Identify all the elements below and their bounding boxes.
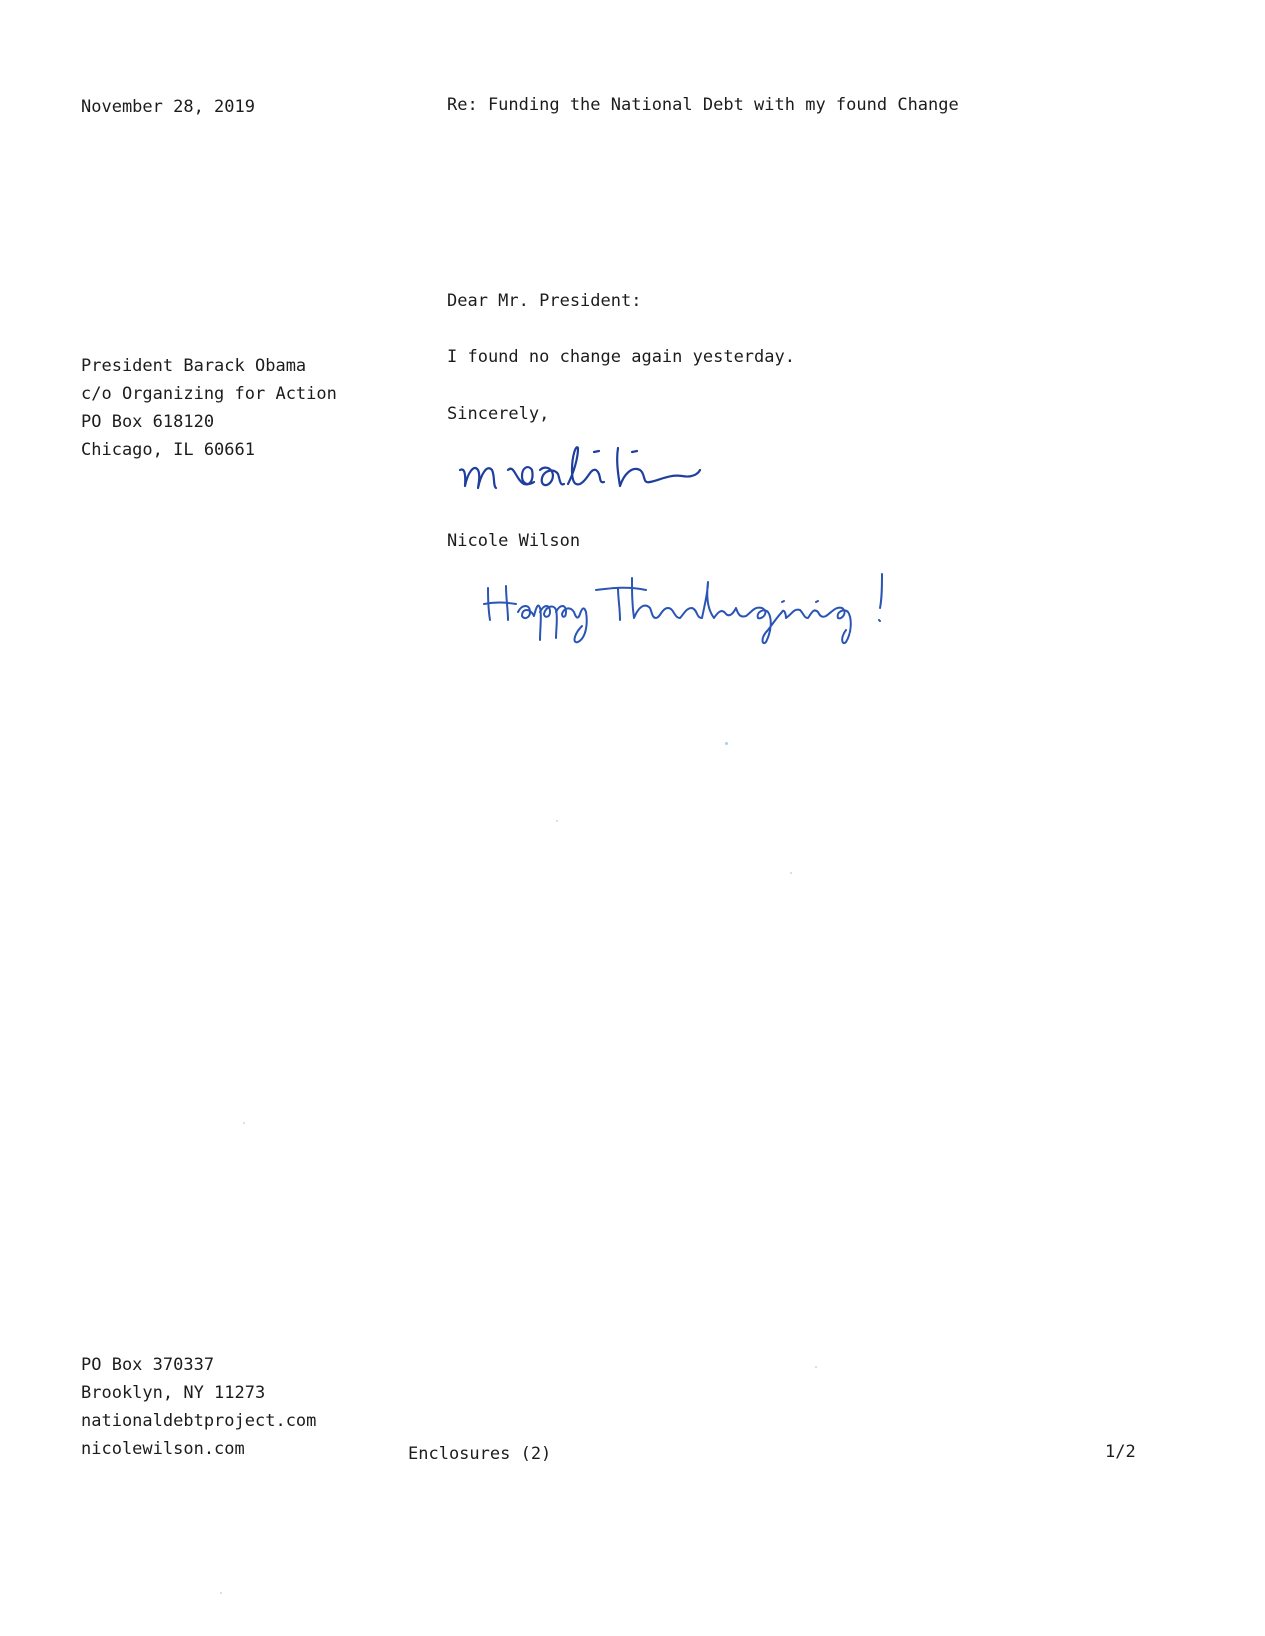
salutation: Dear Mr. President:: [447, 291, 642, 311]
signer-name: Nicole Wilson: [447, 531, 581, 551]
letter-subject: Re: Funding the National Debt with my found Change: [447, 95, 959, 115]
recipient-address: [81, 352, 337, 464]
scan-speck: [815, 1366, 817, 1368]
sender-line: PO Box 370337: [81, 1355, 215, 1375]
handwritten-note: [482, 568, 942, 648]
sender-website: nicolewilson.com: [81, 1439, 245, 1459]
sender-website: nationaldebtproject.com: [81, 1411, 317, 1431]
closing: Sincerely,: [447, 404, 550, 424]
page-number: 1/2: [1105, 1442, 1136, 1462]
sender-address: [81, 1351, 316, 1463]
enclosures: Enclosures (2): [408, 1444, 552, 1464]
scan-speck: [556, 820, 558, 822]
recipient-line: PO Box 618120: [81, 412, 215, 432]
recipient-line: Chicago, IL 60661: [81, 440, 255, 460]
scan-speck: [790, 872, 792, 874]
letter-date: November 28, 2019: [81, 97, 255, 117]
sender-line: Brooklyn, NY 11273: [81, 1383, 266, 1403]
scan-speck: [725, 742, 728, 745]
recipient-line: President Barack Obama: [81, 356, 307, 376]
letter-body: I found no change again yesterday.: [447, 347, 795, 367]
recipient-line: c/o Organizing for Action: [81, 384, 337, 404]
scan-speck: [243, 1122, 245, 1124]
scan-speck: [220, 1592, 222, 1594]
handwritten-signature: [456, 440, 726, 520]
